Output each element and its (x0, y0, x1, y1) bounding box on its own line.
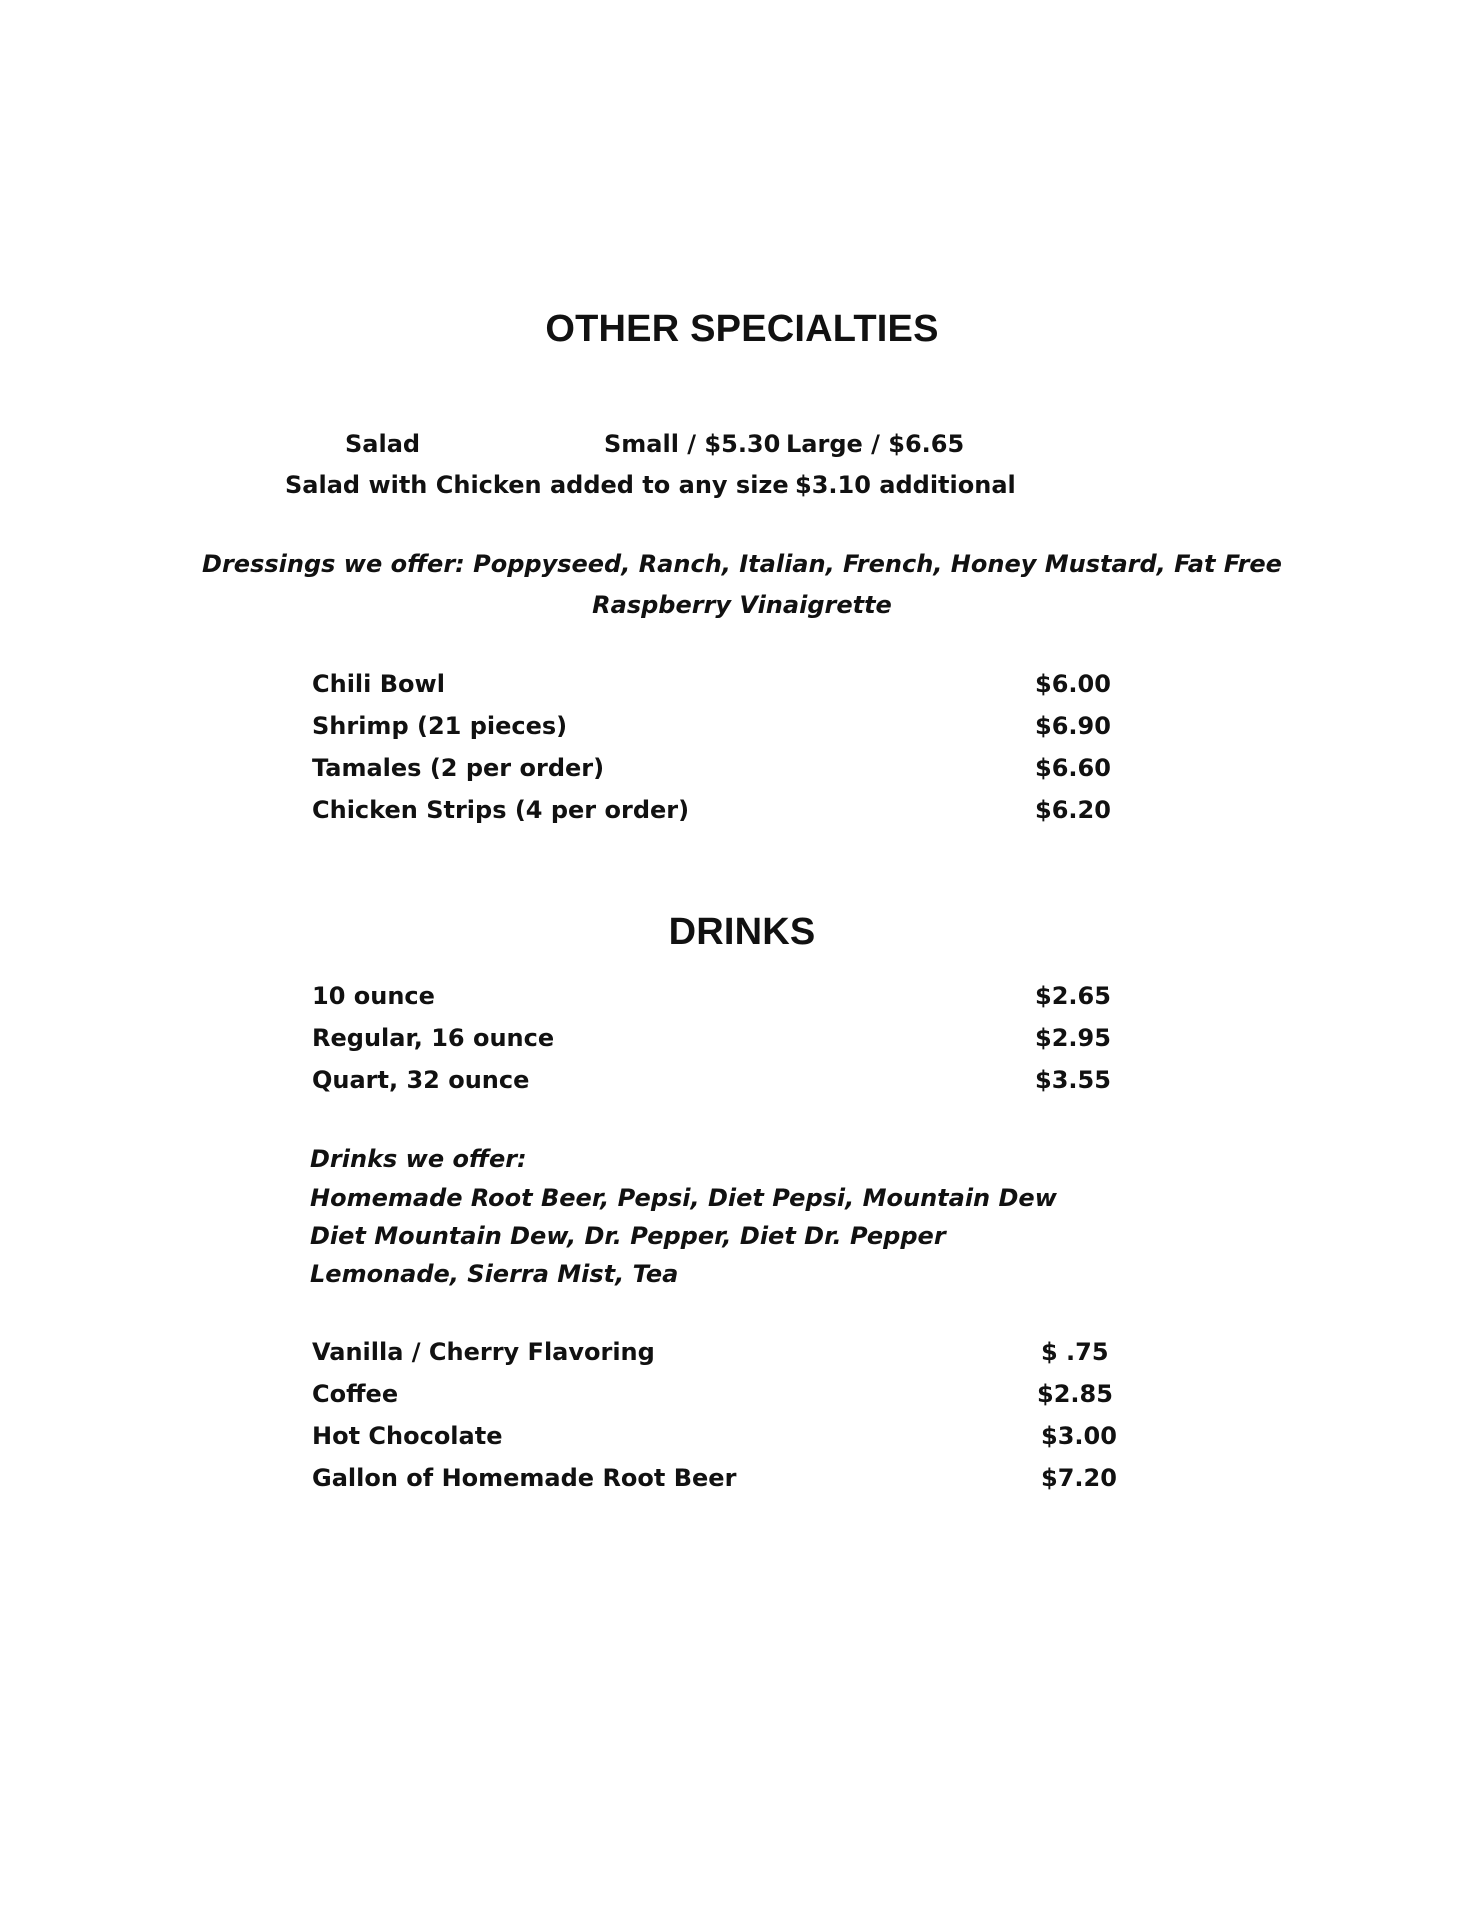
salad-chicken-label: Salad with Chicken added to any size (285, 471, 789, 499)
menu-item (0, 712, 1484, 742)
menu-item (0, 670, 1484, 700)
drink-extra-row (0, 1338, 1484, 1368)
menu-item-name: Tamales (2 per order) (312, 754, 605, 782)
drink-extra-name: Coffee (312, 1380, 399, 1408)
drink-extra-name: Hot Chocolate (312, 1422, 503, 1450)
drinks-offer-line-2: Diet Mountain Dew, Dr. Pepper, Diet Dr. Pepper (310, 1222, 946, 1250)
salad-chicken-price: $3.10 additional (795, 471, 1016, 499)
drink-extra-row (0, 1422, 1484, 1452)
drink-extra-row (0, 1464, 1484, 1494)
drink-size-row (0, 982, 1484, 1012)
drink-extra-price: $ .75 (1041, 1338, 1109, 1366)
drink-size-row (0, 1066, 1484, 1096)
menu-item-name: Chicken Strips (4 per order) (312, 796, 690, 824)
menu-item-price: $6.90 (1035, 712, 1111, 740)
salad-large-price: Large / $6.65 (786, 430, 965, 458)
drink-size-name: 10 ounce (312, 982, 435, 1010)
menu-item-name: Chili Bowl (312, 670, 445, 698)
specialties-title: OTHER SPECIALTIES (545, 308, 939, 350)
menu-item-price: $6.60 (1035, 754, 1111, 782)
menu-item-price: $6.00 (1035, 670, 1111, 698)
drink-extra-price: $2.85 (1037, 1380, 1113, 1408)
menu-item-price: $6.20 (1035, 796, 1111, 824)
drink-extra-row (0, 1380, 1484, 1410)
drink-size-name: Regular, 16 ounce (312, 1024, 555, 1052)
drink-size-price: $3.55 (1035, 1066, 1111, 1094)
drink-extra-price: $7.20 (1041, 1464, 1117, 1492)
drink-size-price: $2.95 (1035, 1024, 1111, 1052)
dressings-line-1: Dressings we offer: Poppyseed, Ranch, Italian, French, Honey Mustard, Fat Free (202, 550, 1282, 578)
menu-item (0, 754, 1484, 784)
menu-item (0, 796, 1484, 826)
menu-item-name: Shrimp (21 pieces) (312, 712, 568, 740)
drink-size-name: Quart, 32 ounce (312, 1066, 530, 1094)
salad-label: Salad (345, 430, 421, 458)
drink-size-row (0, 1024, 1484, 1054)
drinks-offer-line-1: Homemade Root Beer, Pepsi, Diet Pepsi, Mountain Dew (310, 1184, 1057, 1212)
drinks-title: DRINKS (668, 911, 816, 953)
drink-extra-price: $3.00 (1041, 1422, 1117, 1450)
drink-size-price: $2.65 (1035, 982, 1111, 1010)
drink-extra-name: Gallon of Homemade Root Beer (312, 1464, 737, 1492)
drink-extra-name: Vanilla / Cherry Flavoring (312, 1338, 655, 1366)
dressings-line-2: Raspberry Vinaigrette (592, 591, 892, 619)
salad-small-price: Small / $5.30 (604, 430, 781, 458)
drinks-offer-label: Drinks we offer: (310, 1145, 527, 1173)
drinks-offer-line-3: Lemonade, Sierra Mist, Tea (310, 1260, 679, 1288)
